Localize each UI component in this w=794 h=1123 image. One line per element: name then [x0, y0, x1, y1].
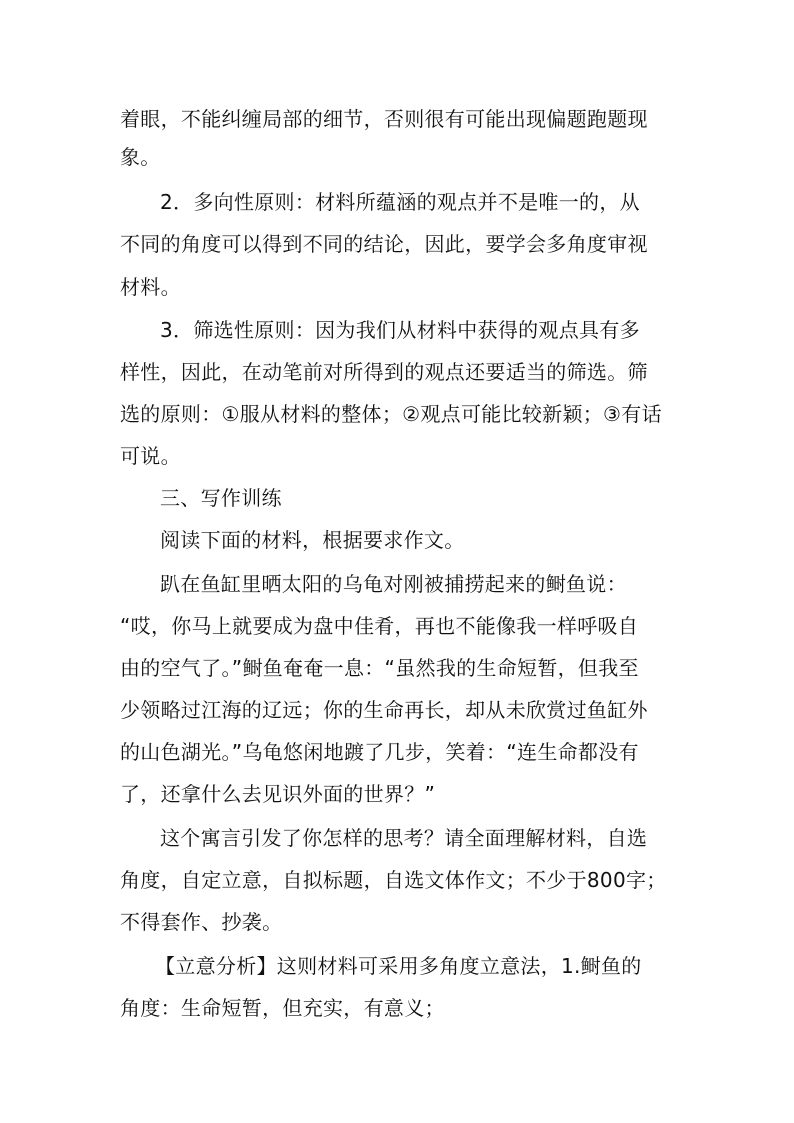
text-line: 不同的角度可以得到不同的结论，因此，要学会多角度审视 [120, 232, 648, 256]
section-heading: 三、写作训练 [160, 486, 282, 510]
text-line: 象。 [120, 145, 161, 169]
text-line: 着眼，不能纠缠局部的细节，否则很有可能出现偏题跑题现 [120, 107, 648, 131]
paragraph-start-line: 趴在鱼缸里晒太阳的乌龟对刚被捕捞起来的鲥鱼说： [160, 572, 627, 596]
paragraph-start-line: 3．筛选性原则：因为我们从材料中获得的观点具有多 [160, 318, 640, 342]
text-line: 选的原则：①服从材料的整体；②观点可能比较新颖；③有话 [120, 402, 662, 426]
paragraph-start-line: 这个寓言引发了你怎样的思考？请全面理解材料，自选 [160, 826, 648, 850]
text-line: 角度：生命短暂，但充实，有意义； [120, 996, 445, 1020]
text-line: 可说。 [120, 444, 181, 468]
text-line: 材料。 [120, 275, 181, 299]
text-line: 由的空气了。”鲥鱼奄奄一息：“虽然我的生命短暂，但我至 [120, 656, 639, 680]
text-line: 样性，因此，在动笔前对所得到的观点还要适当的筛选。筛 [120, 360, 648, 384]
text-line: 角度，自定立意，自拟标题，自选文体作文；不少于800字； [120, 868, 667, 892]
text-line: 的山色湖光。”乌龟悠闲地踱了几步，笑着：“连生命都没有 [120, 740, 639, 764]
paragraph-start-line: 【立意分析】这则材料可采用多角度立意法，1.鲥鱼的 [155, 954, 642, 978]
text-line: 少领略过江海的辽远；你的生命再长，却从未欣赏过鱼缸外 [120, 698, 648, 722]
paragraph-start-line: 阅读下面的材料，根据要求作文。 [160, 528, 465, 552]
text-line: “哎，你马上就要成为盘中佳肴，再也不能像我一样呼吸自 [120, 614, 639, 638]
text-line: 了，还拿什么去见识外面的世界？” [120, 782, 436, 806]
paragraph-start-line: 2．多向性原则：材料所蕴涵的观点并不是唯一的，从 [160, 190, 640, 214]
text-line: 不得套作、抄袭。 [120, 910, 283, 934]
